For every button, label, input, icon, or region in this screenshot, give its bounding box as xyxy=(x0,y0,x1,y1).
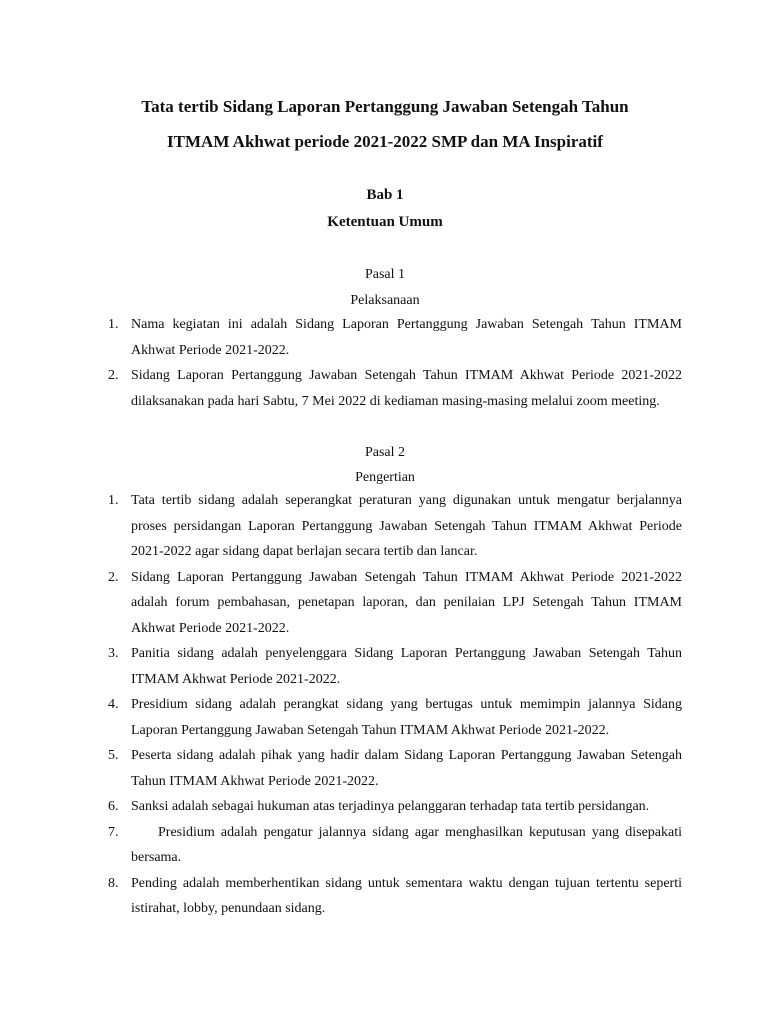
list-item xyxy=(0,743,768,794)
list-item-number: 8. xyxy=(108,875,119,891)
list-item xyxy=(0,312,768,363)
article-2-list xyxy=(0,488,768,922)
list-item xyxy=(0,794,768,820)
document-title-line-2: ITMAM Akhwat periode 2021-2022 SMP dan MA Inspiratif xyxy=(167,132,603,151)
list-item xyxy=(0,565,768,642)
article-1-number: Pasal 1 xyxy=(364,267,406,282)
list-item xyxy=(0,692,768,743)
list-item xyxy=(0,820,768,871)
list-item xyxy=(0,871,768,922)
list-item-number: 2. xyxy=(108,569,119,585)
chapter-title: Ketentuan Umum xyxy=(327,214,443,230)
list-item-number: 5. xyxy=(108,748,119,763)
list-item-text: Panitia sidang adalah penyelenggara Sidang Laporan Pertanggung Jawaban Setengah Tahun ITMAM Akhwat Periode 2021-2022. xyxy=(131,646,682,687)
list-item-number: 6. xyxy=(108,799,119,814)
list-item-text: Pending adalah memberhentikan sidang untuk sementara waktu dengan tujuan tertentu seperti istirahat, lobby, penundaan sidang. xyxy=(131,875,682,916)
chapter-number: Bab 1 xyxy=(366,187,404,203)
article-2-number: Pasal 2 xyxy=(364,445,406,460)
list-item xyxy=(0,641,768,692)
list-item-number: 2. xyxy=(108,368,119,383)
list-item-text: Sanksi adalah sebagai hukuman atas terjadinya pelanggaran terhadap tata tertib persidangan. xyxy=(131,799,650,814)
list-item-number: 4. xyxy=(108,697,119,712)
list-item-text: Nama kegiatan ini adalah Sidang Laporan Pertanggung Jawaban Setengah Tahun ITMAM Akhwat Periode 2021-2022. xyxy=(131,317,682,358)
article-1-heading: Pelaksanaan xyxy=(350,293,420,308)
list-item-number: 1. xyxy=(108,317,119,332)
list-item-text: Tata tertib sidang adalah seperangkat peraturan yang digunakan untuk mengatur berjalannya proses persidangan Laporan Pertanggung Jawaban Setengah Tahun ITMAM Akhwat Periode 2021-2022 agar sidang dapat berlajan secara tertib dan lancar. xyxy=(131,493,682,559)
list-item-number: 3. xyxy=(108,646,119,661)
article-2-heading: Pengertian xyxy=(355,470,415,485)
list-item-text: Peserta sidang adalah pihak yang hadir dalam Sidang Laporan Pertanggung Jawaban Setengah Tahun ITMAM Akhwat Periode 2021-2022. xyxy=(131,748,682,789)
article-1-list xyxy=(0,312,768,414)
document-title-line-1: Tata tertib Sidang Laporan Pertanggung Jawaban Setengah Tahun xyxy=(141,97,629,116)
list-item-text: Presidium adalah pengatur jalannya sidang agar menghasilkan keputusan yang disepakati bersama. xyxy=(131,824,682,865)
list-item xyxy=(0,488,768,565)
list-item-number: 7. xyxy=(108,824,119,840)
list-item-number: 1. xyxy=(108,493,119,508)
list-item-text: Sidang Laporan Pertanggung Jawaban Setengah Tahun ITMAM Akhwat Periode 2021-2022 dilaksanakan pada hari Sabtu, 7 Mei 2022 di kediaman masing-masing melalui zoom meeting. xyxy=(131,368,682,409)
list-item-text: Sidang Laporan Pertanggung Jawaban Setengah Tahun ITMAM Akhwat Periode 2021-2022 adalah forum pembahasan, penetapan laporan, dan penilaian LPJ Setengah Tahun ITMAM Akhwat Periode 2021-2022. xyxy=(131,569,682,636)
list-item xyxy=(0,363,768,414)
list-item-text: Presidium sidang adalah perangkat sidang yang bertugas untuk memimpin jalannya Sidang Laporan Pertanggung Jawaban Setengah Tahun ITMAM Akhwat Periode 2021-2022. xyxy=(131,697,682,738)
